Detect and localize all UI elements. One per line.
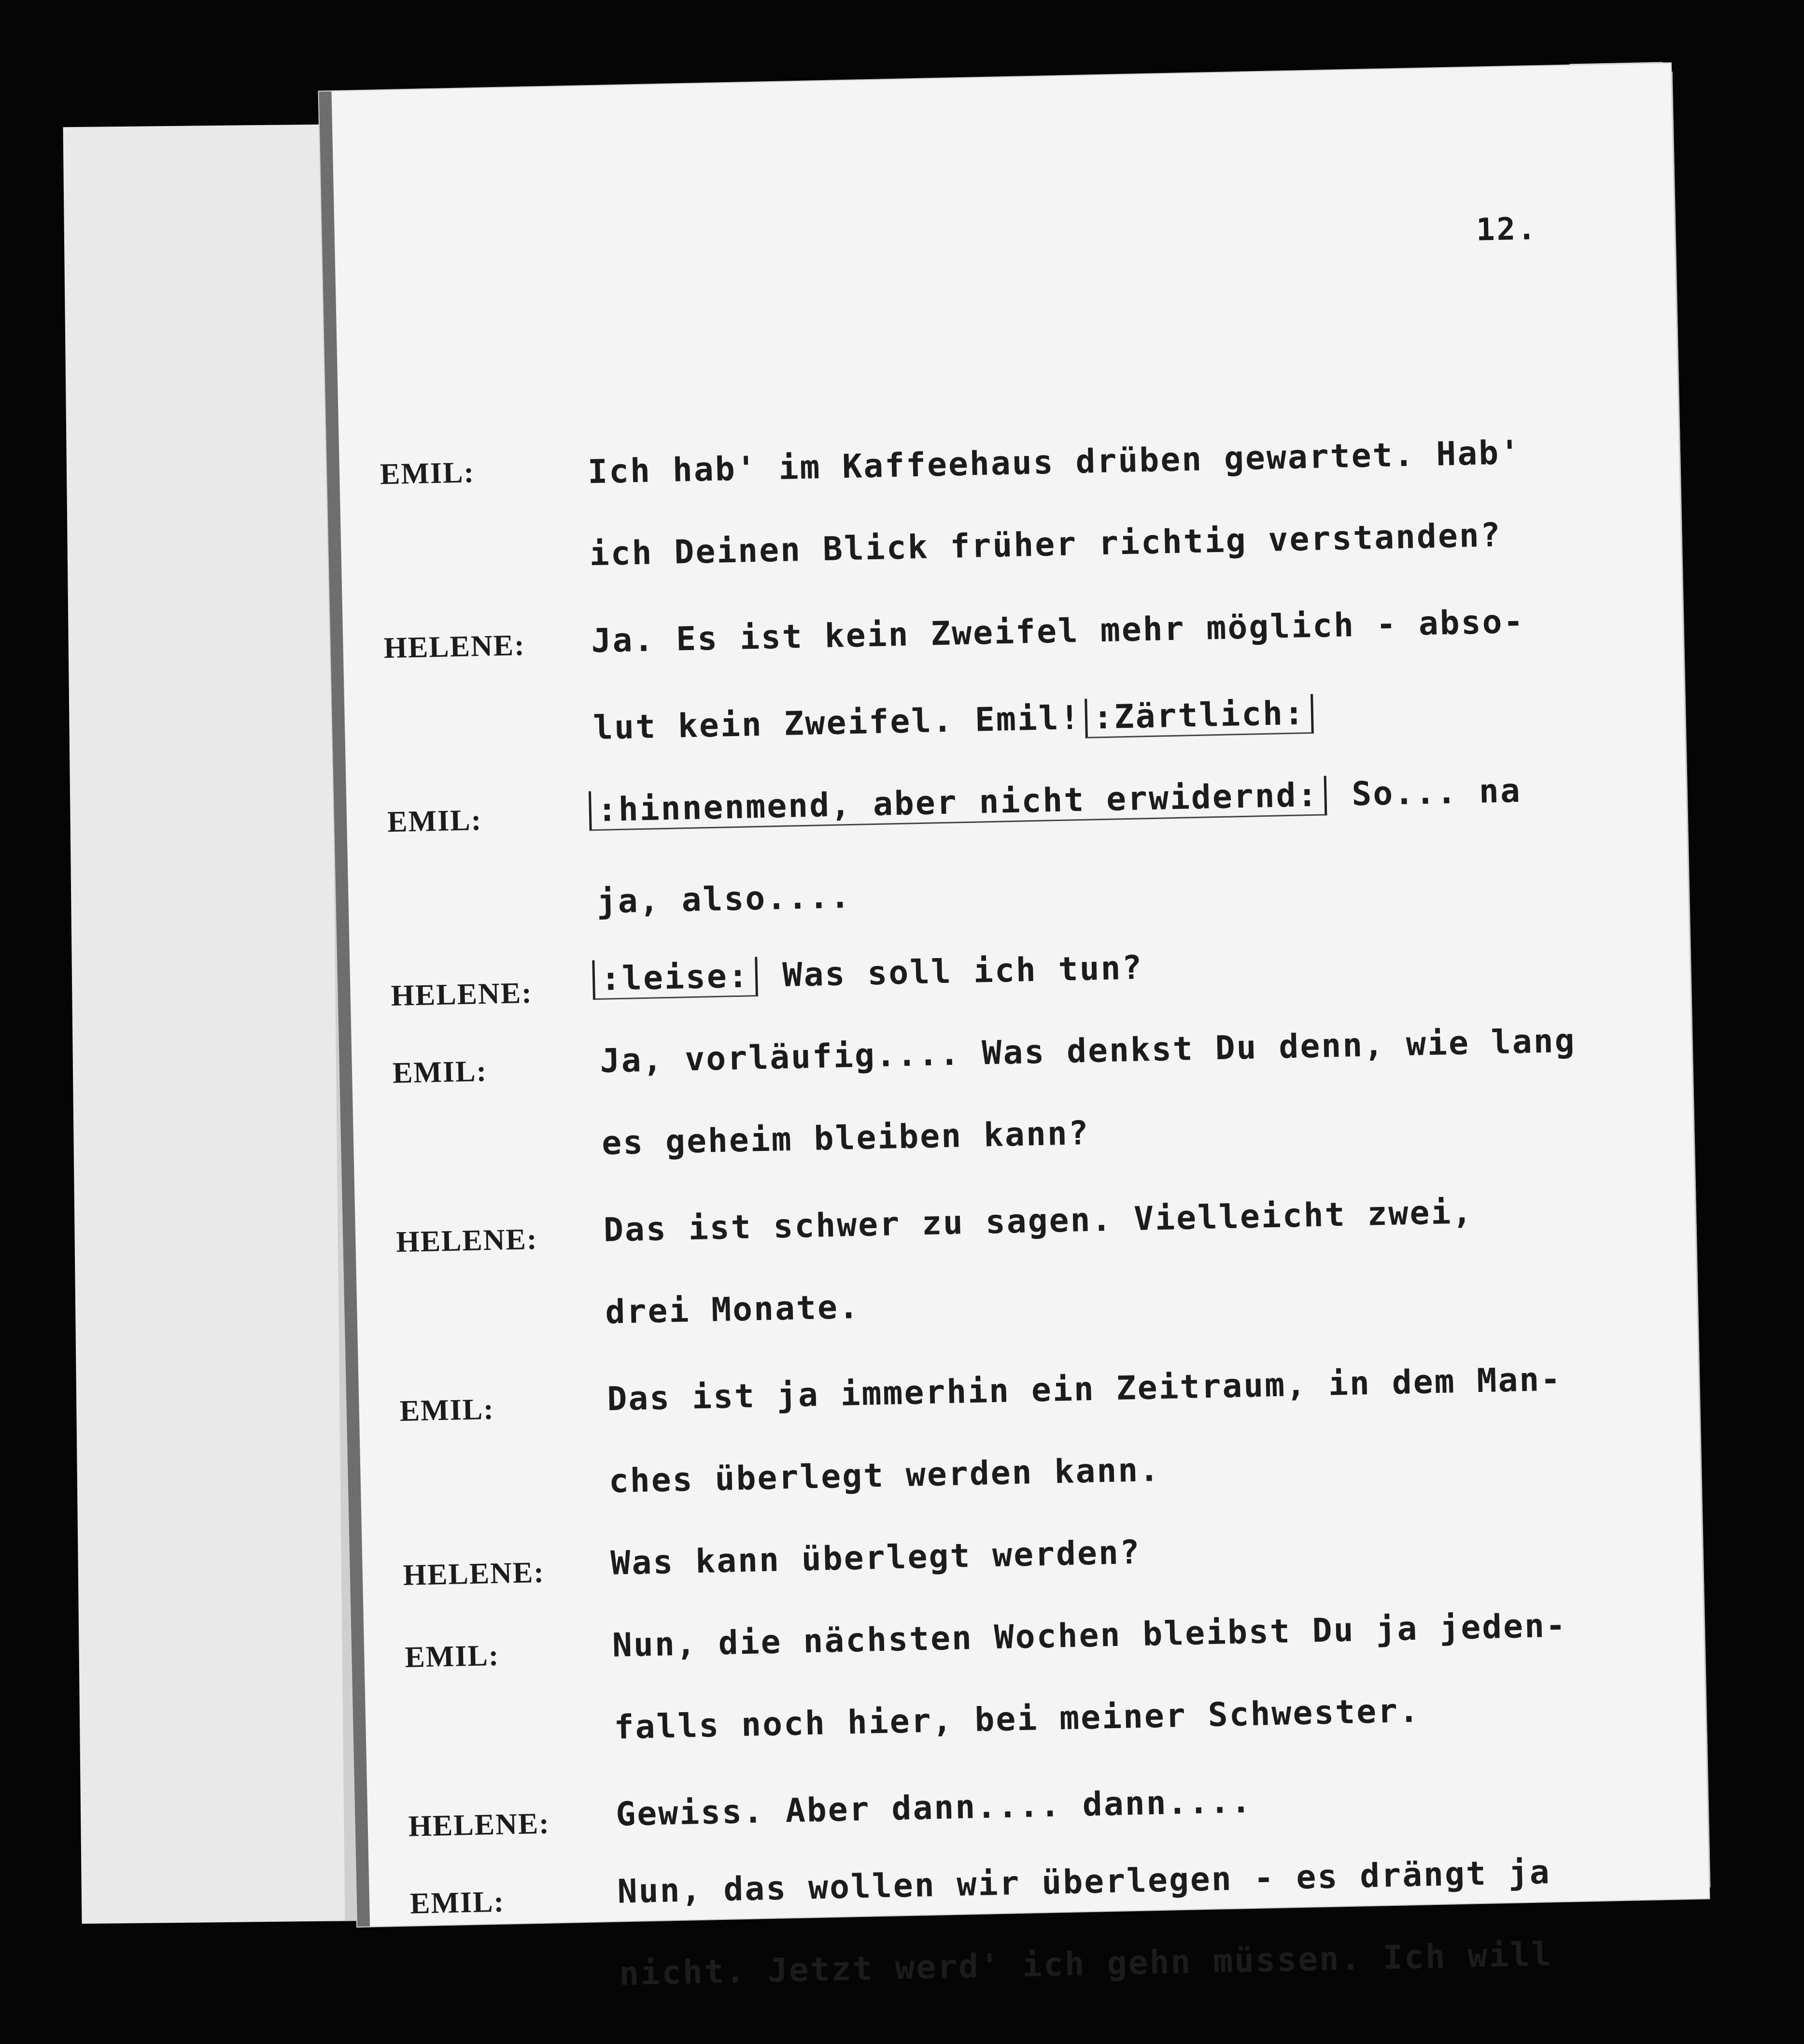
dialogue-line bbox=[592, 694, 1317, 749]
dialogue-line bbox=[585, 772, 1522, 831]
stage-direction: :Zärtlich: bbox=[1085, 694, 1314, 738]
speaker-label: EMIL: bbox=[399, 1392, 495, 1428]
dialogue-text: Das ist ja immerhin ein Zeitraum, in dem Man- bbox=[606, 1360, 1563, 1419]
stage-direction: :leise: bbox=[592, 957, 758, 1000]
page-number: 12. bbox=[1476, 211, 1538, 248]
dialogue-line bbox=[617, 1853, 1551, 1911]
speaker-label: EMIL: bbox=[380, 456, 475, 491]
dialogue-line bbox=[589, 516, 1502, 574]
dialogue-line bbox=[614, 1692, 1421, 1747]
dialogue-line bbox=[619, 1935, 1553, 1993]
script-page bbox=[319, 63, 1709, 1993]
dialogue-text: Gewiss. Aber dann.... dann.... bbox=[615, 1782, 1253, 1834]
dialogue-text: Nun, das wollen wir überlegen - es drängt ja bbox=[617, 1853, 1551, 1911]
dialogue-text: lut kein Zweifel. Emil! bbox=[592, 698, 1082, 748]
speaker-label: HELENE: bbox=[395, 1222, 538, 1259]
dialogue-text: Ja, vorläufig.... Was denkst Du denn, wie lang bbox=[599, 1022, 1577, 1080]
stage-direction: :hinnenmend, aber nicht erwidernd: bbox=[589, 776, 1327, 831]
script-body bbox=[319, 63, 1709, 1993]
dialogue-text: nicht. Jetzt werd' ich gehn müssen. Ich will bbox=[619, 1935, 1553, 1993]
dialogue-line bbox=[588, 949, 1143, 1000]
dialogue-line bbox=[605, 1288, 860, 1332]
dialogue-line bbox=[591, 603, 1525, 660]
dialogue-text: Ja. Es ist kein Zweifel mehr möglich - abso- bbox=[591, 602, 1525, 661]
dialogue-line bbox=[596, 878, 852, 921]
dialogue-text: Das ist schwer zu sagen. Vielleicht zwei, bbox=[603, 1193, 1474, 1249]
speaker-label: HELENE: bbox=[391, 976, 533, 1013]
dialogue-text: Was soll ich tun? bbox=[782, 949, 1144, 995]
dialogue-text: es geheim bleiben kann? bbox=[601, 1114, 1090, 1163]
dialogue-line bbox=[610, 1533, 1142, 1583]
dialogue-line bbox=[603, 1193, 1474, 1249]
speaker-label: HELENE: bbox=[383, 629, 526, 665]
dialogue-text: ches überlegt werden kann. bbox=[608, 1450, 1161, 1501]
dialogue-line bbox=[600, 1022, 1576, 1080]
speaker-label: HELENE: bbox=[403, 1556, 545, 1592]
dialogue-line bbox=[608, 1451, 1161, 1501]
dialogue-line bbox=[587, 434, 1522, 491]
speaker-label: EMIL: bbox=[409, 1885, 505, 1920]
dialogue-text: drei Monate. bbox=[605, 1288, 860, 1332]
dialogue-line bbox=[607, 1360, 1563, 1418]
dialogue-text: ich Deinen Blick früher richtig verstanden? bbox=[589, 516, 1502, 574]
dialogue-text: So... na bbox=[1351, 771, 1522, 814]
dialogue-line bbox=[616, 1782, 1253, 1834]
speaker-label: EMIL: bbox=[404, 1639, 500, 1674]
dialogue-line bbox=[601, 1114, 1090, 1163]
dialogue-text: falls noch hier, bei meiner Schwester. bbox=[613, 1691, 1421, 1747]
dialogue-text: Nun, die nächsten Wochen bleibst Du ja jeden- bbox=[612, 1606, 1567, 1665]
dialogue-text: Was kann überlegt werden? bbox=[610, 1533, 1142, 1583]
dialogue-text: ja, also.... bbox=[596, 878, 852, 922]
dialogue-text: Ich hab' im Kaffeehaus drüben gewartet. Hab' bbox=[587, 433, 1522, 492]
speaker-label: HELENE: bbox=[408, 1807, 550, 1843]
dialogue-line bbox=[612, 1606, 1567, 1664]
speaker-label: EMIL: bbox=[387, 804, 482, 839]
speaker-label: EMIL: bbox=[392, 1054, 488, 1090]
